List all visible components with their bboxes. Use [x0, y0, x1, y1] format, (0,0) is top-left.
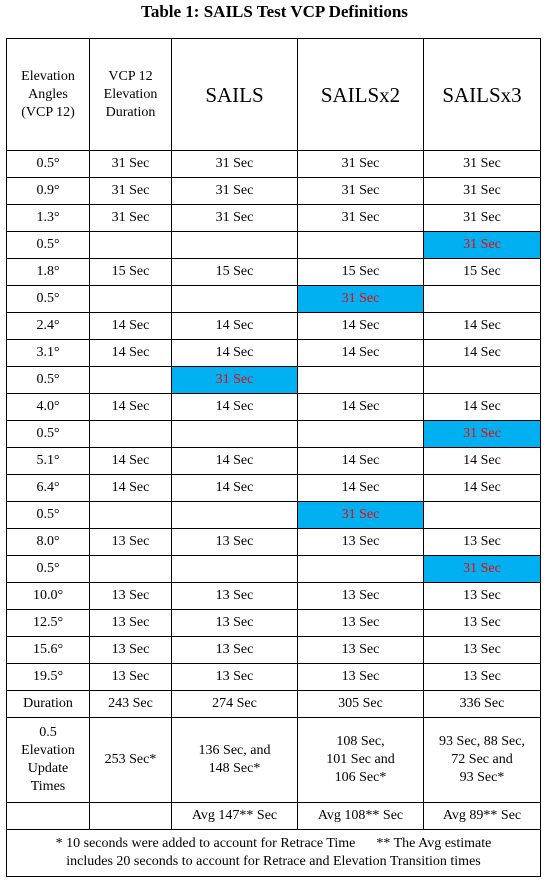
elevation-angle-cell: 0.5° [7, 421, 90, 448]
sailsx3-cell: 14 Sec [424, 475, 541, 502]
update-line: Update [27, 761, 69, 776]
sails-cell [172, 421, 298, 448]
update-line: 253 Sec* [104, 752, 157, 767]
elevation-angle-cell: 0.5° [7, 151, 90, 178]
table-row [7, 448, 541, 475]
sailsx3-cell [424, 502, 541, 529]
update-line: 0.5 [39, 725, 57, 740]
table-row [7, 502, 541, 529]
sails-cell [172, 502, 298, 529]
table-row [7, 151, 541, 178]
sailsx2-cell: 31 Sec [298, 178, 424, 205]
elevation-angle-cell: 10.0° [7, 583, 90, 610]
footnote-row [7, 830, 541, 877]
duration-sails-cell: 274 Sec [172, 691, 298, 718]
update-line: Elevation [21, 743, 75, 758]
vcp12-duration-cell [90, 502, 172, 529]
sails-cell [172, 556, 298, 583]
sailsx3-cell: 14 Sec [424, 313, 541, 340]
average-row [7, 803, 541, 830]
elevation-angle-cell: 12.5° [7, 610, 90, 637]
update-line: 93 Sec* [459, 770, 505, 785]
table-title: Table 1: SAILS Test VCP Definitions [141, 2, 408, 21]
average-vcp12-duration-cell [90, 803, 172, 830]
table-row [7, 664, 541, 691]
header-sailsx2: SAILSx2 [298, 39, 424, 151]
table-row [7, 313, 541, 340]
footnote-line: includes 20 seconds to account for Retrace and Elevation Transition times [66, 854, 481, 869]
average-sailsx2-cell: Avg 108** Sec [298, 803, 424, 830]
vcp12-duration-cell [90, 367, 172, 394]
sailsx2-cell: 13 Sec [298, 529, 424, 556]
sailsx3-cell: 13 Sec [424, 529, 541, 556]
sailsx3-cell: 13 Sec [424, 664, 541, 691]
sailsx2-cell: 31 Sec [298, 205, 424, 232]
sailsx3-cell: 13 Sec [424, 637, 541, 664]
footnote [7, 830, 541, 877]
update-line: Times [30, 779, 66, 794]
update-line: 108 Sec, [336, 734, 385, 749]
elevation-angle-cell: 5.1° [7, 448, 90, 475]
vcp12-duration-cell: 31 Sec [90, 178, 172, 205]
duration-label: Duration [7, 691, 90, 718]
sails-cell: 14 Sec [172, 394, 298, 421]
table-row [7, 583, 541, 610]
update-sailsx3-cell [424, 718, 541, 803]
elevation-angle-cell: 0.5° [7, 286, 90, 313]
update-times-row [7, 718, 541, 803]
update-sails-cell [172, 718, 298, 803]
table-row [7, 421, 541, 448]
sails-cell: 14 Sec [172, 340, 298, 367]
sailsx3-cell: 31 Sec [424, 556, 541, 583]
sailsx2-cell: 13 Sec [298, 610, 424, 637]
sailsx2-cell: 31 Sec [298, 502, 424, 529]
vcp12-duration-cell: 13 Sec [90, 610, 172, 637]
update-sailsx2-cell [298, 718, 424, 803]
table-row [7, 610, 541, 637]
average-sailsx3-cell: Avg 89** Sec [424, 803, 541, 830]
table-row [7, 529, 541, 556]
table-row [7, 394, 541, 421]
sailsx2-cell: 14 Sec [298, 340, 424, 367]
header-row [7, 39, 541, 151]
sailsx3-cell: 31 Sec [424, 421, 541, 448]
sailsx2-cell: 31 Sec [298, 151, 424, 178]
elevation-angle-cell: 4.0° [7, 394, 90, 421]
footnote-line: * 10 seconds were added to account for Retrace Time ** The Avg estimate [55, 836, 492, 851]
sailsx3-cell: 31 Sec [424, 205, 541, 232]
sails-cell: 13 Sec [172, 610, 298, 637]
sailsx3-cell: 31 Sec [424, 151, 541, 178]
duration-sailsx2-cell: 305 Sec [298, 691, 424, 718]
sailsx2-cell: 14 Sec [298, 394, 424, 421]
sailsx2-cell: 14 Sec [298, 448, 424, 475]
sailsx2-cell: 13 Sec [298, 637, 424, 664]
table-row [7, 178, 541, 205]
sailsx2-cell: 31 Sec [298, 286, 424, 313]
table-row [7, 232, 541, 259]
sailsx2-cell: 15 Sec [298, 259, 424, 286]
table-row [7, 475, 541, 502]
table-row [7, 259, 541, 286]
vcp12-duration-cell: 14 Sec [90, 313, 172, 340]
sailsx2-cell [298, 421, 424, 448]
elevation-angle-cell: 0.5° [7, 556, 90, 583]
sailsx2-cell: 13 Sec [298, 664, 424, 691]
elevation-angle-cell: 0.5° [7, 232, 90, 259]
vcp12-duration-cell: 13 Sec [90, 529, 172, 556]
sails-cell: 14 Sec [172, 313, 298, 340]
header-sailsx3: SAILSx3 [424, 39, 541, 151]
elevation-angle-cell: 1.8° [7, 259, 90, 286]
sailsx3-cell [424, 367, 541, 394]
vcp-definitions-table [6, 38, 541, 877]
update-label [7, 718, 90, 803]
sails-cell: 13 Sec [172, 664, 298, 691]
sailsx3-cell [424, 286, 541, 313]
elevation-angle-cell: 6.4° [7, 475, 90, 502]
sails-cell: 13 Sec [172, 529, 298, 556]
sails-cell: 13 Sec [172, 583, 298, 610]
update-line: 93 Sec, 88 Sec, [439, 734, 525, 749]
header-elevation-angles: Elevation Angles (VCP 12) [7, 39, 90, 151]
sailsx2-cell: 13 Sec [298, 583, 424, 610]
elevation-angle-cell: 2.4° [7, 313, 90, 340]
sails-cell: 14 Sec [172, 448, 298, 475]
vcp12-duration-cell: 14 Sec [90, 394, 172, 421]
header-vcp12-duration: VCP 12 Elevation Duration [90, 39, 172, 151]
elevation-angle-cell: 8.0° [7, 529, 90, 556]
vcp12-duration-cell [90, 556, 172, 583]
sailsx2-cell [298, 232, 424, 259]
elevation-angle-cell: 0.5° [7, 367, 90, 394]
update-line: 148 Sec* [208, 761, 261, 776]
vcp12-duration-cell: 14 Sec [90, 475, 172, 502]
update-line: 72 Sec and [451, 752, 513, 767]
vcp12-duration-cell [90, 421, 172, 448]
header-sails: SAILS [172, 39, 298, 151]
vcp12-duration-cell: 14 Sec [90, 340, 172, 367]
sails-cell: 31 Sec [172, 178, 298, 205]
duration-sailsx3-cell: 336 Sec [424, 691, 541, 718]
sails-cell: 14 Sec [172, 475, 298, 502]
sails-cell: 13 Sec [172, 637, 298, 664]
update-line: 106 Sec* [334, 770, 387, 785]
vcp12-duration-cell: 31 Sec [90, 205, 172, 232]
update-vcp12-cell [90, 718, 172, 803]
table-row [7, 637, 541, 664]
sails-cell: 15 Sec [172, 259, 298, 286]
sailsx3-cell: 13 Sec [424, 583, 541, 610]
table-row [7, 286, 541, 313]
duration-vcp12-duration-cell: 243 Sec [90, 691, 172, 718]
vcp12-duration-cell [90, 286, 172, 313]
vcp12-duration-cell: 15 Sec [90, 259, 172, 286]
sails-cell: 31 Sec [172, 367, 298, 394]
elevation-angle-cell: 19.5° [7, 664, 90, 691]
table-row [7, 367, 541, 394]
table-row [7, 340, 541, 367]
elevation-angle-cell: 15.6° [7, 637, 90, 664]
sails-cell [172, 232, 298, 259]
sails-cell: 31 Sec [172, 151, 298, 178]
vcp12-duration-cell: 13 Sec [90, 637, 172, 664]
average-elevation-angle-cell [7, 803, 90, 830]
elevation-angle-cell: 1.3° [7, 205, 90, 232]
sailsx2-cell: 14 Sec [298, 475, 424, 502]
sailsx2-cell [298, 367, 424, 394]
update-line: 136 Sec, and [198, 743, 271, 758]
sailsx2-cell: 14 Sec [298, 313, 424, 340]
vcp12-duration-cell: 31 Sec [90, 151, 172, 178]
table-row [7, 205, 541, 232]
sailsx3-cell: 14 Sec [424, 394, 541, 421]
sailsx3-cell: 15 Sec [424, 259, 541, 286]
vcp12-duration-cell: 13 Sec [90, 664, 172, 691]
sailsx3-cell: 31 Sec [424, 232, 541, 259]
elevation-angle-cell: 0.9° [7, 178, 90, 205]
vcp12-duration-cell: 14 Sec [90, 448, 172, 475]
elevation-angle-cell: 3.1° [7, 340, 90, 367]
vcp12-duration-cell [90, 232, 172, 259]
elevation-angle-cell: 0.5° [7, 502, 90, 529]
average-sails-cell: Avg 147** Sec [172, 803, 298, 830]
sailsx3-cell: 31 Sec [424, 178, 541, 205]
sails-cell: 31 Sec [172, 205, 298, 232]
vcp12-duration-cell: 13 Sec [90, 583, 172, 610]
sailsx3-cell: 13 Sec [424, 610, 541, 637]
sails-cell [172, 286, 298, 313]
duration-row [7, 691, 541, 718]
sailsx2-cell [298, 556, 424, 583]
sailsx3-cell: 14 Sec [424, 448, 541, 475]
sailsx3-cell: 14 Sec [424, 340, 541, 367]
table-row [7, 556, 541, 583]
update-line: 101 Sec and [326, 752, 395, 767]
